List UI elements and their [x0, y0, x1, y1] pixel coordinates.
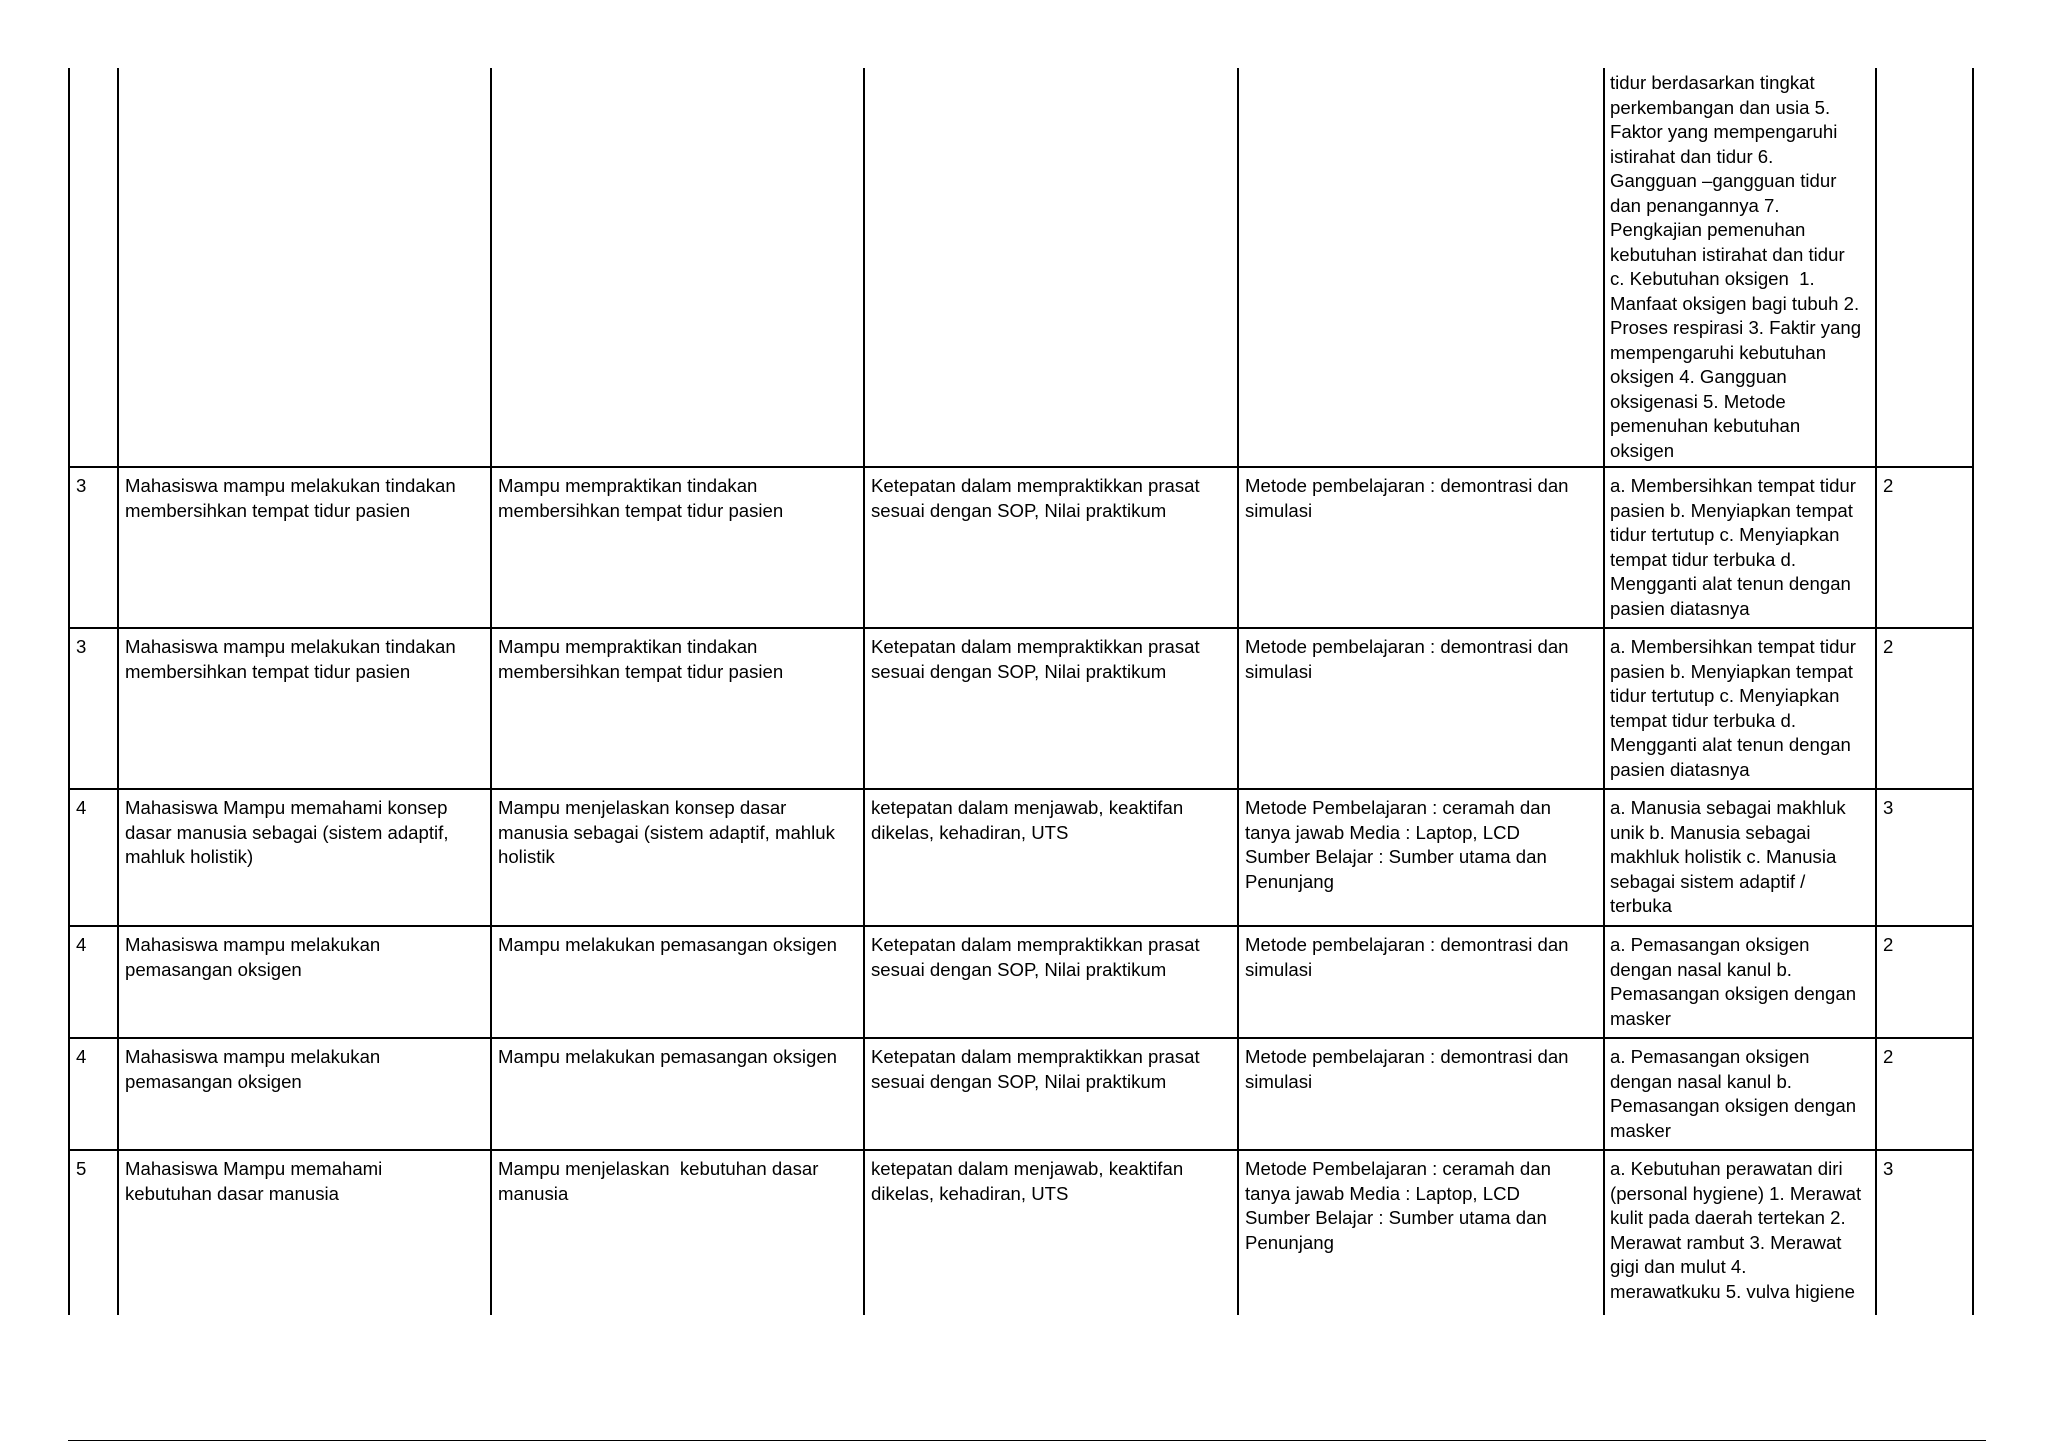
materi-cell: a. Pemasangan oksigen dengan nasal kanul b. Pemasangan oksigen dengan masker [1610, 934, 1857, 1029]
kriteria-cell: Ketepatan dalam mempraktikkan prasat sesuai dengan SOP, Nilai praktikum [871, 636, 1200, 682]
kemampuan-cell: Mahasiswa mampu melakukan pemasangan oksigen [125, 934, 381, 980]
no-cell: 4 [76, 797, 87, 818]
metode-cell: Metode pembelajaran : demontrasi dan simulasi [1245, 636, 1569, 682]
bobot-cell: 2 [1883, 475, 1894, 496]
kriteria-cell: ketepatan dalam menjawab, keaktifan dikelas, kehadiran, UTS [871, 1158, 1184, 1204]
indikator-cell: Mampu mempraktikan tindakan membersihkan tempat tidur pasien [498, 636, 784, 682]
metode-cell: Metode pembelajaran : demontrasi dan simulasi [1245, 934, 1569, 980]
materi-cell: a. Pemasangan oksigen dengan nasal kanul b. Pemasangan oksigen dengan masker [1610, 1046, 1857, 1141]
materi-cell: a. Membersihkan tempat tidur pasien b. Menyiapkan tempat tidur tertutup c. Menyiapkan tempat tidur terbuka d. Mengganti alat tenun dengan pasien diatasnya [1610, 475, 1856, 619]
kemampuan-cell: Mahasiswa mampu melakukan tindakan membersihkan tempat tidur pasien [125, 475, 456, 521]
kriteria-cell: Ketepatan dalam mempraktikkan prasat sesuai dengan SOP, Nilai praktikum [871, 1046, 1200, 1092]
metode-cell: Metode pembelajaran : demontrasi dan simulasi [1245, 1046, 1569, 1092]
table-row-border [68, 788, 1974, 790]
table-row-border [68, 627, 1974, 629]
kemampuan-cell: Mahasiswa mampu melakukan pemasangan oksigen [125, 1046, 381, 1092]
materi-cell: a. Kebutuhan perawatan diri (personal hygiene) 1. Merawat kulit pada daerah tertekan 2. Merawat rambut 3. Merawat gigi dan mulut 4. merawatkuku 5. vulva higiene [1610, 1158, 1862, 1302]
bobot-cell: 2 [1883, 1046, 1894, 1067]
bobot-cell: 3 [1883, 797, 1894, 818]
table-row-border [68, 1037, 1974, 1039]
table-row-border [68, 925, 1974, 927]
indikator-cell: Mampu menjelaskan konsep dasar manusia sebagai (sistem adaptif, mahluk holistik [498, 797, 835, 867]
bobot-cell: 2 [1883, 934, 1894, 955]
materi-cell: a. Manusia sebagai makhluk unik b. Manusia sebagai makhluk holistik c. Manusia sebagai sistem adaptif / terbuka [1610, 797, 1846, 916]
kemampuan-cell: Mahasiswa Mampu memahami kebutuhan dasar manusia [125, 1158, 383, 1204]
metode-cell: Metode pembelajaran : demontrasi dan simulasi [1245, 475, 1569, 521]
page-footer-rule [68, 1440, 1986, 1441]
no-cell: 3 [76, 636, 87, 657]
no-cell: 3 [76, 475, 87, 496]
indikator-cell: Mampu menjelaskan kebutuhan dasar manusia [498, 1158, 819, 1204]
kemampuan-cell: Mahasiswa mampu melakukan tindakan membersihkan tempat tidur pasien [125, 636, 456, 682]
materi-cell-continued: tidur berdasarkan tingkat perkembangan dan usia 5. Faktor yang mempengaruhi istirahat dan tidur 6. Gangguan –gangguan tidur dan penangannya 7. Pengkajian pemenuhan kebutuhan istirahat dan tidur c. Kebutuhan oksigen 1. Manfaat oksigen bagi tubuh 2. Proses respirasi 3. Faktir yang mempengaruhi kebutuhan oksigen 4. Gangguan oksigenasi 5. Metode pemenuhan kebutuhan oksigen [1610, 72, 1862, 461]
indikator-cell: Mampu mempraktikan tindakan membersihkan tempat tidur pasien [498, 475, 784, 521]
metode-cell: Metode Pembelajaran : ceramah dan tanya jawab Media : Laptop, LCD Sumber Belajar : Sumber utama dan Penunjang [1245, 1158, 1551, 1253]
table-row-border [68, 1149, 1974, 1151]
table-row-border [68, 466, 1974, 468]
no-cell: 5 [76, 1158, 87, 1179]
kriteria-cell: ketepatan dalam menjawab, keaktifan dikelas, kehadiran, UTS [871, 797, 1184, 843]
indikator-cell: Mampu melakukan pemasangan oksigen [498, 1046, 838, 1067]
kriteria-cell: Ketepatan dalam mempraktikkan prasat sesuai dengan SOP, Nilai praktikum [871, 475, 1200, 521]
table-border-col-7 [1972, 68, 1974, 1315]
metode-cell: Metode Pembelajaran : ceramah dan tanya jawab Media : Laptop, LCD Sumber Belajar : Sumber utama dan Penunjang [1245, 797, 1551, 892]
kemampuan-cell: Mahasiswa Mampu memahami konsep dasar manusia sebagai (sistem adaptif, mahluk holistik) [125, 797, 449, 867]
no-cell: 4 [76, 1046, 87, 1067]
indikator-cell: Mampu melakukan pemasangan oksigen [498, 934, 838, 955]
materi-cell: a. Membersihkan tempat tidur pasien b. Menyiapkan tempat tidur tertutup c. Menyiapkan tempat tidur terbuka d. Mengganti alat tenun dengan pasien diatasnya [1610, 636, 1856, 780]
bobot-cell: 3 [1883, 1158, 1894, 1179]
bobot-cell: 2 [1883, 636, 1894, 657]
kriteria-cell: Ketepatan dalam mempraktikkan prasat sesuai dengan SOP, Nilai praktikum [871, 934, 1200, 980]
no-cell: 4 [76, 934, 87, 955]
